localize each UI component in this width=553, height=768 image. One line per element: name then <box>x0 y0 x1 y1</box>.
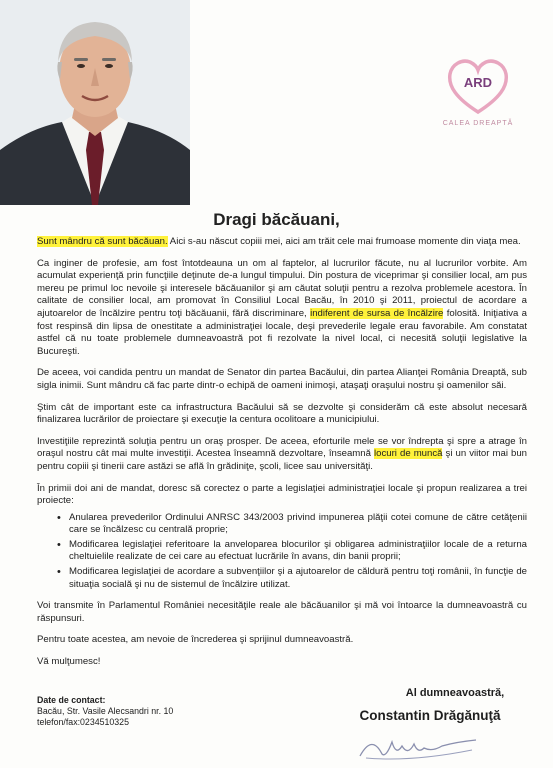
paragraph-projects-intro: În primii doi ani de mandat, doresc să corectez o parte a legislaţiei administraţiei locale şi propun realizarea a trei proiecte: <box>37 482 527 507</box>
paragraph-intro <box>37 236 527 249</box>
closing-salutation: Al dumneavoastră, <box>405 687 505 699</box>
paragraph-investments-text-a: Investiţiile reprezintă soluţia pentru un oraş prosper. De aceea, eforturile mele se vor îndrepta şi spre a atrage în oraşul nostru cât mai multe investiţii. Acestea înseamnă dezvoltare, înseamnă <box>37 435 527 460</box>
handwritten-signature <box>352 728 482 764</box>
letter-body <box>37 236 527 678</box>
highlight-heating-source: indiferent de sursa de încălzire <box>310 307 444 319</box>
paragraph-experience <box>37 258 527 359</box>
list-item: • Modificarea legislaţiei referitoare la anveloparea blocurilor şi obligarea administraţiilor locale de a returna cheltuielile realizate de cei care au efectuat lucrările în avans, din banii proprii; <box>69 539 527 564</box>
svg-text:ARD: ARD <box>463 75 493 90</box>
highlight-proud: Sunt mândru că sunt băcăuan. <box>37 236 168 247</box>
paragraph-thanks: Vă mulţumesc! <box>37 656 101 668</box>
ard-logo <box>446 56 510 118</box>
paragraph-intro-text: Aici s-au născut copiii mei, aici am trăit cele mai frumoase momente din viaţa mea. <box>167 236 521 247</box>
paragraph-candidacy: De aceea, voi candida pentru un mandat de Senator din partea Bacăului, din partea Alianţei România Dreaptă, sub sigla inimii. Sunt mândru că fac parte dintr-o echipă de oameni inimoşi, ataşaţi oraşului nostru şi oamenilor săi. <box>37 367 527 391</box>
highlight-jobs: locuri de muncă <box>374 448 443 460</box>
signer-name: Constantin Drăgănuţă <box>359 708 501 723</box>
paragraph-trust: Pentru toate acestea, am nevoie de încrederea şi sprijinul dumneavoastră. <box>37 634 354 646</box>
logo-motto: CALEA DREAPTĂ <box>442 120 514 127</box>
paragraph-parliament: Voi transmite în Parlamentul României necesităţile reale ale băcăuanilor şi mă voi întoarce la dumneavoastră cu răspunsuri. <box>37 600 527 624</box>
contact-label: Date de contact: <box>37 695 106 705</box>
contact-block <box>37 695 173 728</box>
paragraph-experience-text-a: Ca inginer de profesie, am fost întotdeauna un om al faptelor, al lucrurilor făcute, nu al lucrurilor vorbite. Am acumulat experienţă prin funcţiile deţinute de-a lungul timpului. Din postura de viceprimar şi consilier local, am pus mereu pe primul loc nevoile şi interesele băcăuanilor şi am căutat soluţii pentru a rezolva problemele acestora. În calitate de consilier local, am promovat în Consiliul Local Bacău, în 2010 şi 2011, proiectul de acordare a ajutoarelor de încălzire pentru toţi băcăuanii, fără discriminare, <box>37 257 527 319</box>
paragraph-infrastructure: Ştim cât de important este ca infrastructura Bacăului să se dezvolte şi considerăm că este absolut necesară finalizarea lucrărilor de proiectare şi execuţie la centura ocolitoare a municipiului. <box>37 401 527 426</box>
list-item: • Modificarea legislaţiei de acordare a subvenţiilor şi a ajutoarelor de căldură pentru toţi românii, în funcţie de situaţia socială şi nu de sistemul de încălzire utilizat. <box>69 566 527 591</box>
paragraph-experience-text-b: folosită. Iniţiativa a fost respinsă din lipsa de onestitate a administraţiei locale, deşi prevederile legale erau favorabile. Am constatat astfel că nu toate problemele dumneavoastră pot fi rezolvate la nivel local, ci necesită soluţii legislative la Bucureşti. <box>37 307 528 357</box>
paragraph-investments <box>37 436 527 474</box>
contact-phone: telefon/fax:0234510325 <box>37 717 129 727</box>
projects-list <box>37 512 527 592</box>
contact-address: Bacău, Str. Vasile Alecsandri nr. 10 <box>37 706 174 716</box>
list-item: • Anularea prevederilor Ordinului ANRSC 343/2003 privind impunerea plăţii cotei comune de către cetăţenii care se încălzesc cu centrală proprie; <box>69 512 527 537</box>
letter-greeting: Dragi băcăuani, <box>213 210 340 229</box>
candidate-photo <box>0 0 190 205</box>
paragraph-investments-text-b: şi un viitor mai bun pentru copiii şi tinerii care astăzi se află în grădiniţe, şcoli, licee sau universităţi. <box>37 448 527 472</box>
